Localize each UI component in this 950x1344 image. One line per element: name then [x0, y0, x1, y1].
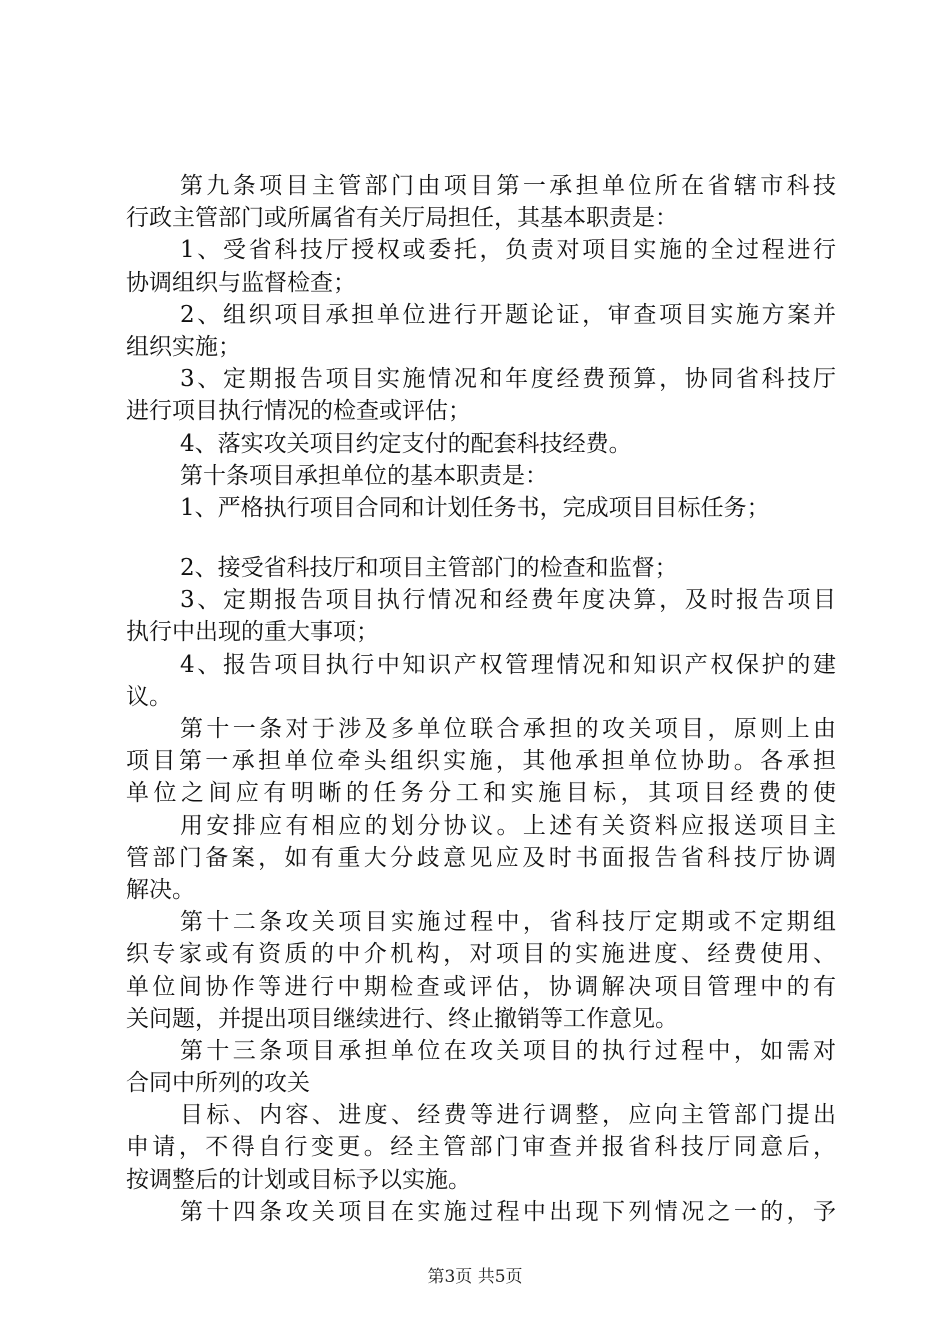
- text-line: 协调组织与监督检查；: [126, 269, 356, 296]
- text-line: 合同中所列的攻关: [126, 1070, 310, 1097]
- text-line: 目标、内容、进度、经费等进行调整，应向主管部门提出: [180, 1102, 836, 1129]
- text-line: 1、受省科技厅授权或委托，负责对项目实施的全过程进行: [180, 237, 836, 264]
- text-line: 管部门备案，如有重大分歧意见应及时书面报告省科技厅协调: [126, 844, 836, 871]
- text-line: 关问题，并提出项目继续进行、终止撤销等工作意见。: [126, 1005, 678, 1032]
- text-line: 第十一条对于涉及多单位联合承担的攻关项目，原则上由: [180, 716, 836, 742]
- text-line: 3、定期报告项目实施情况和年度经费预算，协同省科技厅: [180, 366, 836, 393]
- text-line: 执行中出现的重大事项；: [126, 619, 379, 646]
- text-line: 织专家或有资质的中介机构，对项目的实施进度、经费使用、: [126, 941, 836, 968]
- text-line: 组织实施；: [126, 333, 241, 360]
- text-line: 解决。: [126, 876, 195, 903]
- text-line: 第十四条攻关项目在实施过程中出现下列情况之一的，予: [180, 1198, 836, 1225]
- text-line: 第十二条攻关项目实施过程中，省科技厅定期或不定期组: [180, 909, 836, 936]
- text-line: 第九条项目主管部门由项目第一承担单位所在省辖市科技: [180, 173, 836, 199]
- text-line: 按调整后的计划或目标予以实施。: [126, 1166, 471, 1193]
- text-line: 3、定期报告项目执行情况和经费年度决算，及时报告项目: [180, 587, 836, 614]
- text-line: 2、接受省科技厅和项目主管部门的检查和监督；: [180, 555, 678, 582]
- text-line: 2、组织项目承担单位进行开题论证，审查项目实施方案并: [180, 301, 836, 328]
- document-body: [126, 170, 836, 1228]
- text-line: 项目第一承担单位牵头组织实施，其他承担单位协助。各承担: [126, 748, 836, 775]
- text-line: 单位之间应有明晰的任务分工和实施目标，其项目经费的使: [126, 780, 836, 807]
- text-line: 1、严格执行项目合同和计划任务书，完成项目目标任务；: [180, 494, 770, 521]
- text-line: 用安排应有相应的划分协议。上述有关资料应报送项目主: [180, 812, 836, 839]
- text-line: 4、落实攻关项目约定支付的配套科技经费。: [180, 430, 632, 457]
- text-line: 第十条项目承担单位的基本职责是：: [180, 462, 548, 489]
- blank-gap: [126, 524, 836, 552]
- page-number: 第3页 共5页: [427, 1267, 523, 1287]
- text-line: 议。: [126, 683, 172, 710]
- text-line: 单位间协作等进行中期检查或评估，协调解决项目管理中的有: [126, 973, 836, 1000]
- text-line: 4、报告项目执行中知识产权管理情况和知识产权保护的建: [180, 651, 836, 678]
- text-line: 第十三条项目承担单位在攻关项目的执行过程中，如需对: [180, 1037, 836, 1064]
- text-line: 行政主管部门或所属省有关厅局担任，其基本职责是：: [126, 205, 678, 232]
- text-line: 申请，不得自行变更。经主管部门审查并报省科技厅同意后，: [126, 1134, 836, 1161]
- text-line: 进行项目执行情况的检查或评估；: [126, 398, 471, 425]
